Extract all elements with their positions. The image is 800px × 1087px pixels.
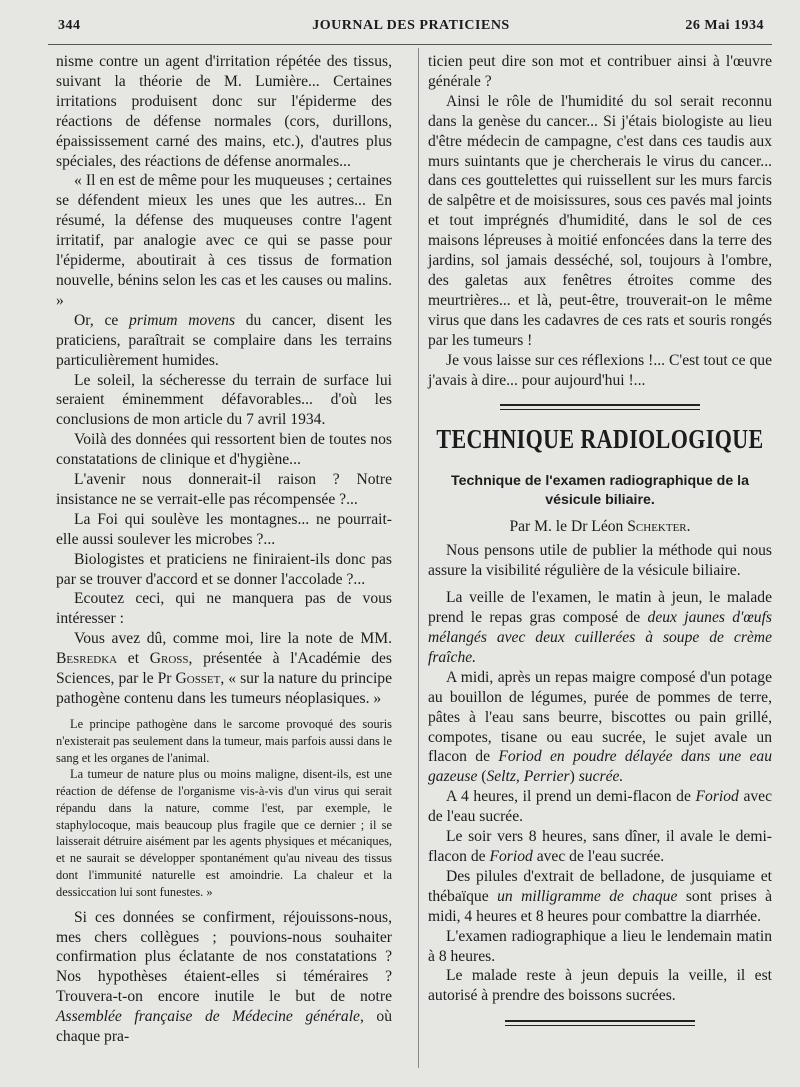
article-author: Par M. le Dr Léon Schekter. <box>509 518 691 536</box>
paragraph: Si ces données se confirment, réjouissons-nous, mes chers collègues ; pouvions-nous souhaiter confirmation plus éclatante de nos constatations ? Nos hypothèses étaient-elles si téméraires ? Trouvera-t-on encore inutile le but de notre Assemblée française de Médecine générale, où chaque pra- <box>56 908 392 1046</box>
paragraph: Je vous laisse sur ces réflexions !... C'est tout ce que j'avais à dire... pour aujourd'hui !... <box>428 351 772 389</box>
paragraph: Le soir vers 8 heures, sans dîner, il avale le demi-flacon de Foriod avec de l'eau sucrée. <box>428 828 772 865</box>
paragraph: A midi, après un repas maigre composé d'un potage au bouillon de légumes, purée de pommes de terre, pâtes à l'eau sans beurre, biscottes ou pain grillé, compotes, tisane ou eau sucrée, le sujet avale un flacon de Foriod en poudre délayée dans une eau gazeuse (Seltz, Perrier) sucrée. <box>428 668 772 786</box>
paragraph: Vous avez dû, comme moi, lire la note de MM. Besredka et Gross, présentée à l'Académie des Sciences, par le Pr Gosset, « sur la nature du principe pathogène contenu dans les tumeurs néoplasiques. » <box>56 630 393 707</box>
paragraph: La Foi qui soulève les montagnes... ne pourrait-elle aussi soulever les microbes ?... <box>56 510 392 548</box>
article-title: Technique de l'examen radiographique de la vésicule biliaire. <box>451 473 749 509</box>
left-column <box>56 52 392 1047</box>
section-title: TECHNIQUE RADIOLOGIQUE <box>436 423 764 455</box>
quoted-paragraph: Le principe pathogène dans le sarcome provoqué des souris n'existerait pas seulement dans la tumeur, mais parfois aussi dans le sang et les organes de l'animal. <box>56 716 392 765</box>
issue-date: 26 Mai 1934 <box>685 18 764 33</box>
paragraph: L'examen radiographique a lieu le lendemain matin à 8 heures. <box>428 927 772 965</box>
paragraph: Le malade reste à jeun depuis la veille, il est autorisé à prendre des boissons sucrées. <box>428 967 772 1005</box>
paragraph: « Il en est de même pour les muqueuses ; certaines se défendent mieux les unes que les autres... En résumé, la défense des muqueuses contre l'agent irritatif, par analogie avec ce qui se passe pour l'épiderme, aboutirait à ces tissus de formation nouvelle, bénins selon les cas et les causes ou malins. » <box>56 172 392 309</box>
page-header <box>58 18 764 40</box>
section-divider <box>500 404 700 410</box>
paragraph: A 4 heures, il prend un demi-flacon de Foriod avec de l'eau sucrée. <box>428 788 772 826</box>
column-separator <box>418 48 419 1068</box>
end-divider <box>505 1020 695 1026</box>
paragraph: ticien peut dire son mot et contribuer ainsi à l'œuvre générale ? <box>428 53 772 90</box>
paragraph: Nous pensons utile de publier la méthode qui nous assure la visibilité régulière de la vésicule biliaire. <box>428 542 772 580</box>
right-column <box>428 52 772 1026</box>
paragraph: L'avenir nous donnerait-il raison ? Notre insistance ne se verrait-elle pas récompensée ?... <box>56 471 392 508</box>
page-number: 344 <box>58 18 81 33</box>
quoted-paragraph: La tumeur de nature plus ou moins maligne, disent-ils, est une réaction de défense de l'organisme vis-à-vis d'un virus qui serait répandu dans la nature, comme l'est, par exemple, le staphylocoque, mais beaucoup plus fragile que ce dernier ; il se laisserait détruire aisément par les agents physiques et mécaniques, et ne saurait se développer spontanément qu'au niveau des tissus dont l'immunité naturelle est amoindrie. La chaleur et la dessiccation lui sont funestes. » <box>56 767 392 899</box>
paragraph: Des pilules d'extrait de belladone, de jusquiame et thébaïque un milligramme de chaque sont prises à midi, 4 heures et 8 heures pour combattre la diarrhée. <box>428 867 773 925</box>
paragraph: Ainsi le rôle de l'humidité du sol serait reconnu dans la genèse du cancer... Si j'étais biologiste au lieu d'être médecin de campagne, c'est dans ces taudis aux murs suintants que je chercherais le virus du cancer... dans ces gouttelettes qui ruissellent sur les murs farcis de salpêtre et de moisissures, sous ces pavés mal joints et tout imprégnés d'humidité, dans le sol de ces maisons lépreuses à moitié enfoncées dans la terre des jardins, sol jamais desséché, sol, toujours à l'ombre, des galetas aux fenêtres étroites comme des meurtrières... et là, peut-être, trouverait-on le même virus que dans les cadavres de ces rats et souris rongés par les tumeurs ! <box>428 92 772 349</box>
paragraph: nisme contre un agent d'irritation répétée des tissus, suivant la théorie de M. Lumière... Certaines irritations produisent donc sur l'épiderme des réactions de défense normales (cors, durillons, épaississement carné des mains, etc.), d'autres plus spéciales, des réactions de défense anormales... <box>56 53 392 170</box>
journal-title: JOURNAL DES PRATICIENS <box>312 18 510 33</box>
header-rule <box>48 44 772 45</box>
paragraph: Or, ce primum movens du cancer, disent les praticiens, paraîtrait se complaire dans les terrains particulièrement humides. <box>56 311 392 369</box>
paragraph: La veille de l'examen, le matin à jeun, le malade prend le repas gras composé de deux jaunes d'œufs mélangés avec deux cuillerées à soupe de crème fraîche. <box>428 589 772 666</box>
paragraph: Voilà des données qui ressortent bien de toutes nos constatations de clinique et d'hygiène... <box>56 431 392 469</box>
paragraph: Biologistes et praticiens ne finiraient-ils donc pas par se trouver d'accord et se donner l'accolade ?... <box>56 550 392 588</box>
paragraph: Ecoutez ceci, qui ne manquera pas de vous intéresser : <box>56 590 392 628</box>
paragraph: Le soleil, la sécheresse du terrain de surface lui seraient éminemment défavorables... d'où les conclusions de mon article du 7 avril 1934. <box>56 371 392 429</box>
